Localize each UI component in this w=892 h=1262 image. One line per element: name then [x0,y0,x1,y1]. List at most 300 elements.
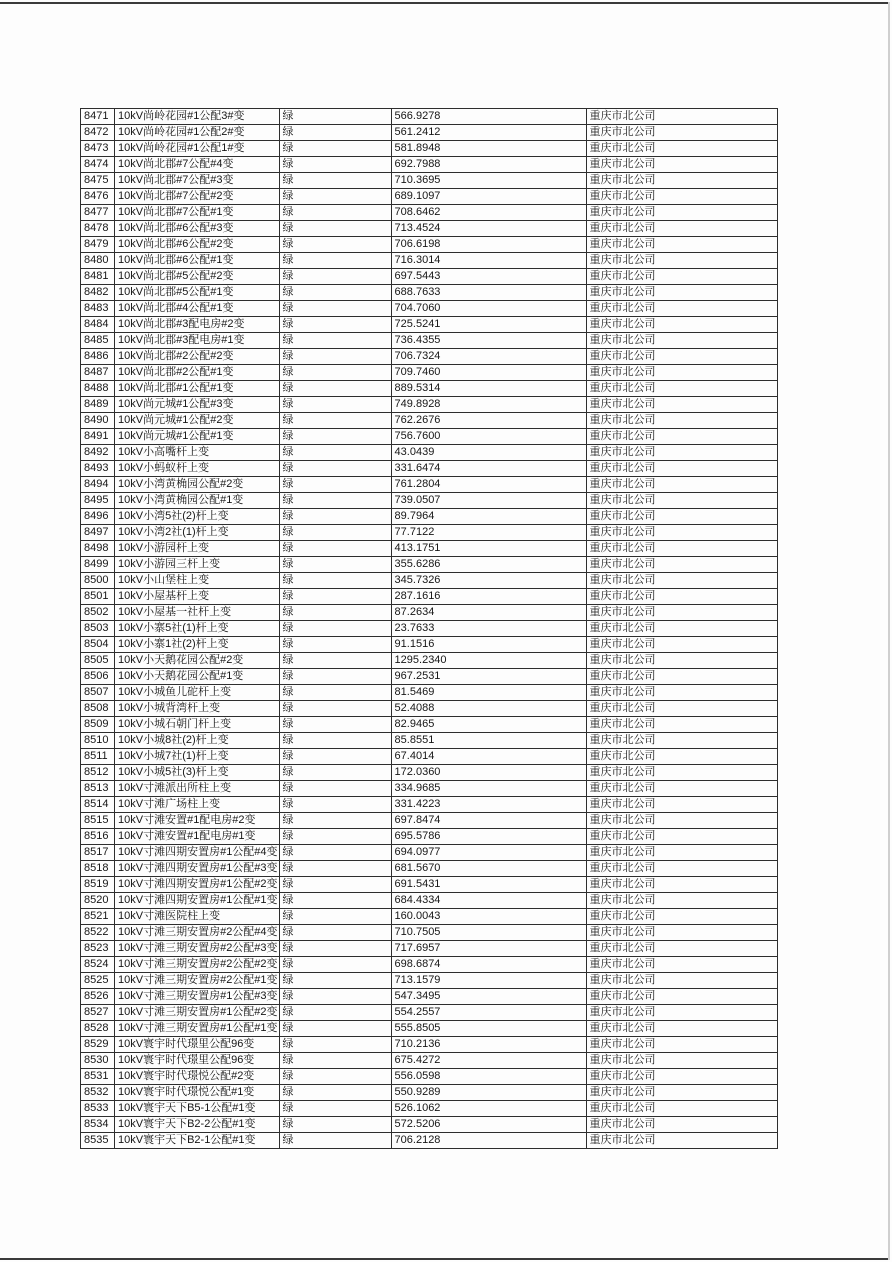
value-cell: 713.1579 [391,973,586,989]
station-name-cell: 10kV寸滩四期安置房#1公配#1变 [115,893,280,909]
company-cell: 重庆市北公司 [586,237,777,253]
row-index-cell: 8500 [81,573,115,589]
value-cell: 717.6957 [391,941,586,957]
company-cell: 重庆市北公司 [586,301,777,317]
row-index-cell: 8509 [81,717,115,733]
station-name-cell: 10kV尚北郡#2公配#1变 [115,365,280,381]
value-cell: 762.2676 [391,413,586,429]
status-cell: 绿 [279,173,391,189]
status-cell: 绿 [279,493,391,509]
table-row [81,525,778,541]
value-cell: 331.4223 [391,797,586,813]
station-name-cell: 10kV寰宇时代璟悦公配#1变 [115,1085,280,1101]
table-row [81,653,778,669]
status-cell: 绿 [279,653,391,669]
status-cell: 绿 [279,413,391,429]
row-index-cell: 8478 [81,221,115,237]
table-row [81,717,778,733]
table-row [81,941,778,957]
company-cell: 重庆市北公司 [586,669,777,685]
table-row [81,989,778,1005]
value-cell: 736.4355 [391,333,586,349]
value-cell: 355.6286 [391,557,586,573]
station-name-cell: 10kV尚北郡#7公配#4变 [115,157,280,173]
station-name-cell: 10kV尚北郡#7公配#3变 [115,173,280,189]
row-index-cell: 8526 [81,989,115,1005]
company-cell: 重庆市北公司 [586,589,777,605]
table-row [81,1101,778,1117]
value-cell: 581.8948 [391,141,586,157]
value-cell: 331.6474 [391,461,586,477]
value-cell: 967.2531 [391,669,586,685]
row-index-cell: 8503 [81,621,115,637]
value-cell: 749.8928 [391,397,586,413]
status-cell: 绿 [279,1133,391,1149]
company-cell: 重庆市北公司 [586,397,777,413]
status-cell: 绿 [279,461,391,477]
table-row [81,909,778,925]
status-cell: 绿 [279,1005,391,1021]
company-cell: 重庆市北公司 [586,989,777,1005]
row-index-cell: 8482 [81,285,115,301]
company-cell: 重庆市北公司 [586,1037,777,1053]
company-cell: 重庆市北公司 [586,573,777,589]
row-index-cell: 8474 [81,157,115,173]
value-cell: 334.9685 [391,781,586,797]
company-cell: 重庆市北公司 [586,893,777,909]
status-cell: 绿 [279,877,391,893]
row-index-cell: 8493 [81,461,115,477]
status-cell: 绿 [279,637,391,653]
company-cell: 重庆市北公司 [586,797,777,813]
table-row [81,861,778,877]
company-cell: 重庆市北公司 [586,125,777,141]
value-cell: 713.4524 [391,221,586,237]
table-row [81,477,778,493]
table-row [81,749,778,765]
station-name-cell: 10kV寸滩广场柱上变 [115,797,280,813]
status-cell: 绿 [279,301,391,317]
status-cell: 绿 [279,253,391,269]
row-index-cell: 8501 [81,589,115,605]
company-cell: 重庆市北公司 [586,557,777,573]
station-name-cell: 10kV小湾2社(1)杆上变 [115,525,280,541]
station-name-cell: 10kV小屋基一社杆上变 [115,605,280,621]
row-index-cell: 8528 [81,1021,115,1037]
status-cell: 绿 [279,861,391,877]
status-cell: 绿 [279,685,391,701]
company-cell: 重庆市北公司 [586,429,777,445]
company-cell: 重庆市北公司 [586,845,777,861]
station-name-cell: 10kV小游园杆上变 [115,541,280,557]
company-cell: 重庆市北公司 [586,1085,777,1101]
status-cell: 绿 [279,765,391,781]
row-index-cell: 8522 [81,925,115,941]
value-cell: 697.5443 [391,269,586,285]
table-row [81,541,778,557]
company-cell: 重庆市北公司 [586,733,777,749]
company-cell: 重庆市北公司 [586,477,777,493]
table-row [81,317,778,333]
table-row [81,1037,778,1053]
page-right-edge-line [888,2,890,1260]
station-name-cell: 10kV尚北郡#3配电房#1变 [115,333,280,349]
value-cell: 691.5431 [391,877,586,893]
row-index-cell: 8519 [81,877,115,893]
station-name-cell: 10kV尚北郡#6公配#3变 [115,221,280,237]
status-cell: 绿 [279,1117,391,1133]
station-name-cell: 10kV尚元城#1公配#1变 [115,429,280,445]
table-row [81,157,778,173]
station-name-cell: 10kV尚北郡#6公配#1变 [115,253,280,269]
company-cell: 重庆市北公司 [586,253,777,269]
station-name-cell: 10kV小蚂蚁杆上变 [115,461,280,477]
value-cell: 698.6874 [391,957,586,973]
row-index-cell: 8505 [81,653,115,669]
table-row [81,461,778,477]
row-index-cell: 8511 [81,749,115,765]
value-cell: 681.5670 [391,861,586,877]
company-cell: 重庆市北公司 [586,157,777,173]
status-cell: 绿 [279,349,391,365]
table-row [81,1021,778,1037]
row-index-cell: 8495 [81,493,115,509]
value-cell: 684.4334 [391,893,586,909]
table-row [81,685,778,701]
page-top-edge-line [0,2,889,4]
row-index-cell: 8532 [81,1085,115,1101]
row-index-cell: 8489 [81,397,115,413]
row-index-cell: 8506 [81,669,115,685]
station-name-cell: 10kV寸滩三期安置房#2公配#1变 [115,973,280,989]
value-cell: 413.1751 [391,541,586,557]
row-index-cell: 8518 [81,861,115,877]
row-index-cell: 8527 [81,1005,115,1021]
row-index-cell: 8487 [81,365,115,381]
row-index-cell: 8515 [81,813,115,829]
company-cell: 重庆市北公司 [586,829,777,845]
company-cell: 重庆市北公司 [586,333,777,349]
row-index-cell: 8507 [81,685,115,701]
value-cell: 716.3014 [391,253,586,269]
table-row [81,813,778,829]
table-row [81,141,778,157]
value-cell: 43.0439 [391,445,586,461]
value-cell: 85.8551 [391,733,586,749]
station-name-cell: 10kV小寨5社(1)杆上变 [115,621,280,637]
status-cell: 绿 [279,781,391,797]
status-cell: 绿 [279,1053,391,1069]
status-cell: 绿 [279,269,391,285]
company-cell: 重庆市北公司 [586,861,777,877]
station-name-cell: 10kV寰宇天下B2-2公配#1变 [115,1117,280,1133]
table-row [81,205,778,221]
row-index-cell: 8523 [81,941,115,957]
status-cell: 绿 [279,733,391,749]
row-index-cell: 8504 [81,637,115,653]
company-cell: 重庆市北公司 [586,285,777,301]
table-row [81,445,778,461]
row-index-cell: 8472 [81,125,115,141]
value-cell: 556.0598 [391,1069,586,1085]
table-row [81,413,778,429]
station-name-cell: 10kV寸滩三期安置房#1公配#1变 [115,1021,280,1037]
value-cell: 566.9278 [391,109,586,125]
table-row [81,605,778,621]
company-cell: 重庆市北公司 [586,749,777,765]
status-cell: 绿 [279,813,391,829]
status-cell: 绿 [279,509,391,525]
station-name-cell: 10kV寰宇时代璟悦公配#2变 [115,1069,280,1085]
value-cell: 706.2128 [391,1133,586,1149]
status-cell: 绿 [279,477,391,493]
value-cell: 1295.2340 [391,653,586,669]
status-cell: 绿 [279,557,391,573]
company-cell: 重庆市北公司 [586,365,777,381]
table-row [81,125,778,141]
status-cell: 绿 [279,381,391,397]
station-name-cell: 10kV尚北郡#2公配#2变 [115,349,280,365]
value-cell: 287.1616 [391,589,586,605]
table-row [81,973,778,989]
status-cell: 绿 [279,189,391,205]
company-cell: 重庆市北公司 [586,413,777,429]
station-name-cell: 10kV寸滩三期安置房#2公配#2变 [115,957,280,973]
table-row [81,1133,778,1149]
station-name-cell: 10kV小城鱼儿砣杆上变 [115,685,280,701]
table-row [81,669,778,685]
station-name-cell: 10kV寸滩医院柱上变 [115,909,280,925]
table-row [81,221,778,237]
station-name-cell: 10kV小天鹅花园公配#2变 [115,653,280,669]
status-cell: 绿 [279,589,391,605]
table-row [81,509,778,525]
station-name-cell: 10kV小游园三杆上变 [115,557,280,573]
row-index-cell: 8486 [81,349,115,365]
status-cell: 绿 [279,285,391,301]
status-cell: 绿 [279,141,391,157]
station-name-cell: 10kV尚北郡#5公配#2变 [115,269,280,285]
table-row [81,349,778,365]
status-cell: 绿 [279,1021,391,1037]
table-row [81,925,778,941]
company-cell: 重庆市北公司 [586,925,777,941]
station-name-cell: 10kV尚元城#1公配#3变 [115,397,280,413]
value-cell: 710.7505 [391,925,586,941]
status-cell: 绿 [279,157,391,173]
status-cell: 绿 [279,845,391,861]
value-cell: 555.8505 [391,1021,586,1037]
value-cell: 694.0977 [391,845,586,861]
status-cell: 绿 [279,205,391,221]
value-cell: 761.2804 [391,477,586,493]
company-cell: 重庆市北公司 [586,637,777,653]
value-cell: 526.1062 [391,1101,586,1117]
station-name-cell: 10kV寸滩安置#1配电房#1变 [115,829,280,845]
table-row [81,493,778,509]
value-cell: 77.7122 [391,525,586,541]
value-cell: 52.4088 [391,701,586,717]
value-cell: 706.6198 [391,237,586,253]
station-name-cell: 10kV寰宇时代璟里公配96变 [115,1053,280,1069]
company-cell: 重庆市北公司 [586,1069,777,1085]
value-cell: 710.2136 [391,1037,586,1053]
status-cell: 绿 [279,621,391,637]
status-cell: 绿 [279,941,391,957]
station-name-cell: 10kV寰宇天下B5-1公配#1变 [115,1101,280,1117]
company-cell: 重庆市北公司 [586,317,777,333]
table-row [81,429,778,445]
row-index-cell: 8530 [81,1053,115,1069]
company-cell: 重庆市北公司 [586,685,777,701]
row-index-cell: 8497 [81,525,115,541]
table-row [81,109,778,125]
row-index-cell: 8525 [81,973,115,989]
station-name-cell: 10kV尚岭花园#1公配3#变 [115,109,280,125]
value-cell: 704.7060 [391,301,586,317]
row-index-cell: 8480 [81,253,115,269]
value-cell: 550.9289 [391,1085,586,1101]
company-cell: 重庆市北公司 [586,781,777,797]
table-row [81,797,778,813]
company-cell: 重庆市北公司 [586,765,777,781]
company-cell: 重庆市北公司 [586,1005,777,1021]
value-cell: 23.7633 [391,621,586,637]
row-index-cell: 8534 [81,1117,115,1133]
value-cell: 889.5314 [391,381,586,397]
company-cell: 重庆市北公司 [586,525,777,541]
row-index-cell: 8531 [81,1069,115,1085]
status-cell: 绿 [279,525,391,541]
table-row [81,301,778,317]
row-index-cell: 8477 [81,205,115,221]
row-index-cell: 8512 [81,765,115,781]
value-cell: 87.2634 [391,605,586,621]
status-cell: 绿 [279,973,391,989]
value-cell: 695.5786 [391,829,586,845]
status-cell: 绿 [279,1037,391,1053]
station-name-cell: 10kV尚北郡#7公配#1变 [115,205,280,221]
row-index-cell: 8508 [81,701,115,717]
row-index-cell: 8533 [81,1101,115,1117]
company-cell: 重庆市北公司 [586,973,777,989]
company-cell: 重庆市北公司 [586,381,777,397]
station-name-cell: 10kV小天鹅花园公配#1变 [115,669,280,685]
company-cell: 重庆市北公司 [586,1021,777,1037]
value-cell: 756.7600 [391,429,586,445]
station-name-cell: 10kV小山堡柱上变 [115,573,280,589]
company-cell: 重庆市北公司 [586,1053,777,1069]
company-cell: 重庆市北公司 [586,909,777,925]
row-index-cell: 8502 [81,605,115,621]
company-cell: 重庆市北公司 [586,461,777,477]
value-cell: 572.5206 [391,1117,586,1133]
table-row [81,893,778,909]
table-row [81,189,778,205]
row-index-cell: 8476 [81,189,115,205]
row-index-cell: 8494 [81,477,115,493]
value-cell: 345.7326 [391,573,586,589]
station-name-cell: 10kV尚北郡#7公配#2变 [115,189,280,205]
row-index-cell: 8496 [81,509,115,525]
company-cell: 重庆市北公司 [586,877,777,893]
row-index-cell: 8475 [81,173,115,189]
table-row [81,621,778,637]
station-name-cell: 10kV寸滩三期安置房#2公配#3变 [115,941,280,957]
table-row [81,557,778,573]
value-cell: 706.7324 [391,349,586,365]
table-row [81,365,778,381]
row-index-cell: 8481 [81,269,115,285]
status-cell: 绿 [279,221,391,237]
value-cell: 739.0507 [391,493,586,509]
station-name-cell: 10kV寸滩四期安置房#1公配#2变 [115,877,280,893]
value-cell: 554.2557 [391,1005,586,1021]
station-name-cell: 10kV寰宇时代璟里公配96变 [115,1037,280,1053]
row-index-cell: 8491 [81,429,115,445]
station-name-cell: 10kV小湾黄桷园公配#2变 [115,477,280,493]
status-cell: 绿 [279,333,391,349]
table-row [81,877,778,893]
status-cell: 绿 [279,989,391,1005]
status-cell: 绿 [279,365,391,381]
company-cell: 重庆市北公司 [586,701,777,717]
company-cell: 重庆市北公司 [586,717,777,733]
station-name-cell: 10kV小城背湾杆上变 [115,701,280,717]
table-row [81,1085,778,1101]
row-index-cell: 8490 [81,413,115,429]
station-name-cell: 10kV尚北郡#5公配#1变 [115,285,280,301]
table-row [81,333,778,349]
company-cell: 重庆市北公司 [586,445,777,461]
row-index-cell: 8516 [81,829,115,845]
company-cell: 重庆市北公司 [586,349,777,365]
station-name-cell: 10kV小城5社(3)杆上变 [115,765,280,781]
company-cell: 重庆市北公司 [586,813,777,829]
company-cell: 重庆市北公司 [586,205,777,221]
row-index-cell: 8520 [81,893,115,909]
station-name-cell: 10kV尚元城#1公配#2变 [115,413,280,429]
value-cell: 172.0360 [391,765,586,781]
table-row [81,1069,778,1085]
row-index-cell: 8483 [81,301,115,317]
table-row [81,397,778,413]
table-row [81,1005,778,1021]
row-index-cell: 8514 [81,797,115,813]
status-cell: 绿 [279,109,391,125]
table-body [81,109,778,1149]
status-cell: 绿 [279,669,391,685]
value-cell: 91.1516 [391,637,586,653]
value-cell: 708.6462 [391,205,586,221]
table-row [81,1053,778,1069]
status-cell: 绿 [279,909,391,925]
station-name-cell: 10kV尚岭花园#1公配2#变 [115,125,280,141]
value-cell: 675.4272 [391,1053,586,1069]
status-cell: 绿 [279,1101,391,1117]
station-name-cell: 10kV寸滩安置#1配电房#2变 [115,813,280,829]
value-cell: 697.8474 [391,813,586,829]
row-index-cell: 8471 [81,109,115,125]
row-index-cell: 8485 [81,333,115,349]
table-row [81,237,778,253]
station-name-cell: 10kV小城7社(1)杆上变 [115,749,280,765]
status-cell: 绿 [279,797,391,813]
page-bottom-edge-line [0,1258,889,1260]
status-cell: 绿 [279,317,391,333]
station-name-cell: 10kV寸滩四期安置房#1公配#4变 [115,845,280,861]
table-row [81,957,778,973]
